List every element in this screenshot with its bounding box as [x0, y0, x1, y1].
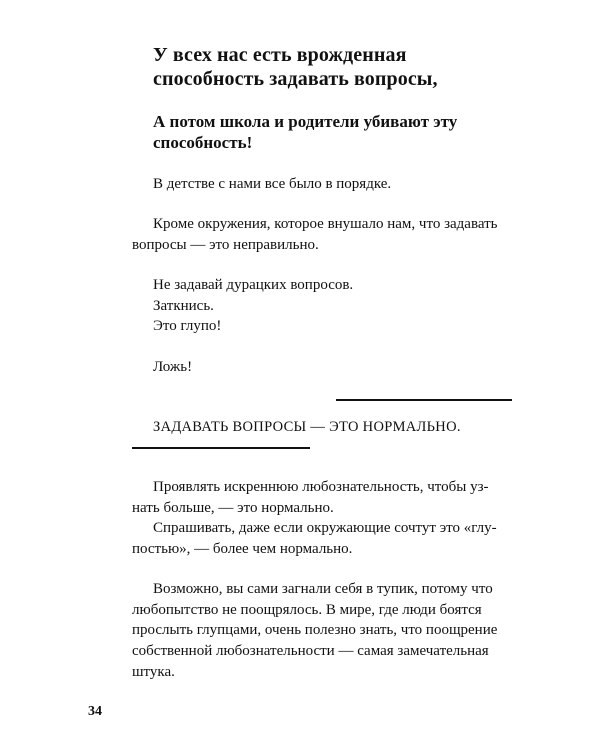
conclusion-line-4: собственной любознательности — самая замечательная	[132, 643, 489, 659]
curiosity-line-2: нать больше, — это нормально.	[132, 500, 334, 516]
curiosity-line-1: Проявлять искреннюю любознательность, чтобы уз-	[153, 479, 489, 495]
conclusion-line-2: любопытство не поощрялось. В мире, где люди боятся	[132, 602, 482, 618]
subheading-line-1: А потом школа и родители убивают эту	[153, 112, 458, 131]
conclusion-line-1: Возможно, вы сами загнали себя в тупик, потому что	[153, 581, 493, 597]
curiosity-line-3: Спрашивать, даже если окружающие сочтут это «глу-	[153, 520, 497, 536]
conclusion-line-5: штука.	[132, 664, 175, 680]
conclusion-line-3: прослыть глупцами, очень полезно знать, что поощрение	[132, 622, 498, 638]
callout-text: ЗАДАВАТЬ ВОПРОСЫ — ЭТО НОРМАЛЬНО.	[153, 419, 461, 435]
lie-text: Ложь!	[153, 359, 193, 375]
heading-line-2: способность задавать вопросы,	[153, 68, 438, 90]
heading-line-1: У всех нас есть врожденная	[153, 44, 407, 66]
quote-line-1: Не задавай дурацких вопросов.	[153, 277, 354, 293]
quote-line-3: Это глупо!	[153, 318, 222, 334]
surroundings-line-2: вопросы — это неправильно.	[132, 237, 319, 253]
bottom-divider	[132, 447, 310, 449]
page-number: 34	[88, 704, 102, 719]
top-divider	[336, 399, 512, 401]
quote-line-2: Заткнись.	[153, 298, 214, 314]
childhood-text: В детстве с нами все было в порядке.	[153, 176, 392, 192]
surroundings-line-1: Кроме окружения, которое внушало нам, что задавать	[153, 216, 498, 232]
curiosity-line-4: постью», — более чем нормально.	[132, 541, 353, 557]
subheading-line-2: способность!	[153, 133, 253, 152]
